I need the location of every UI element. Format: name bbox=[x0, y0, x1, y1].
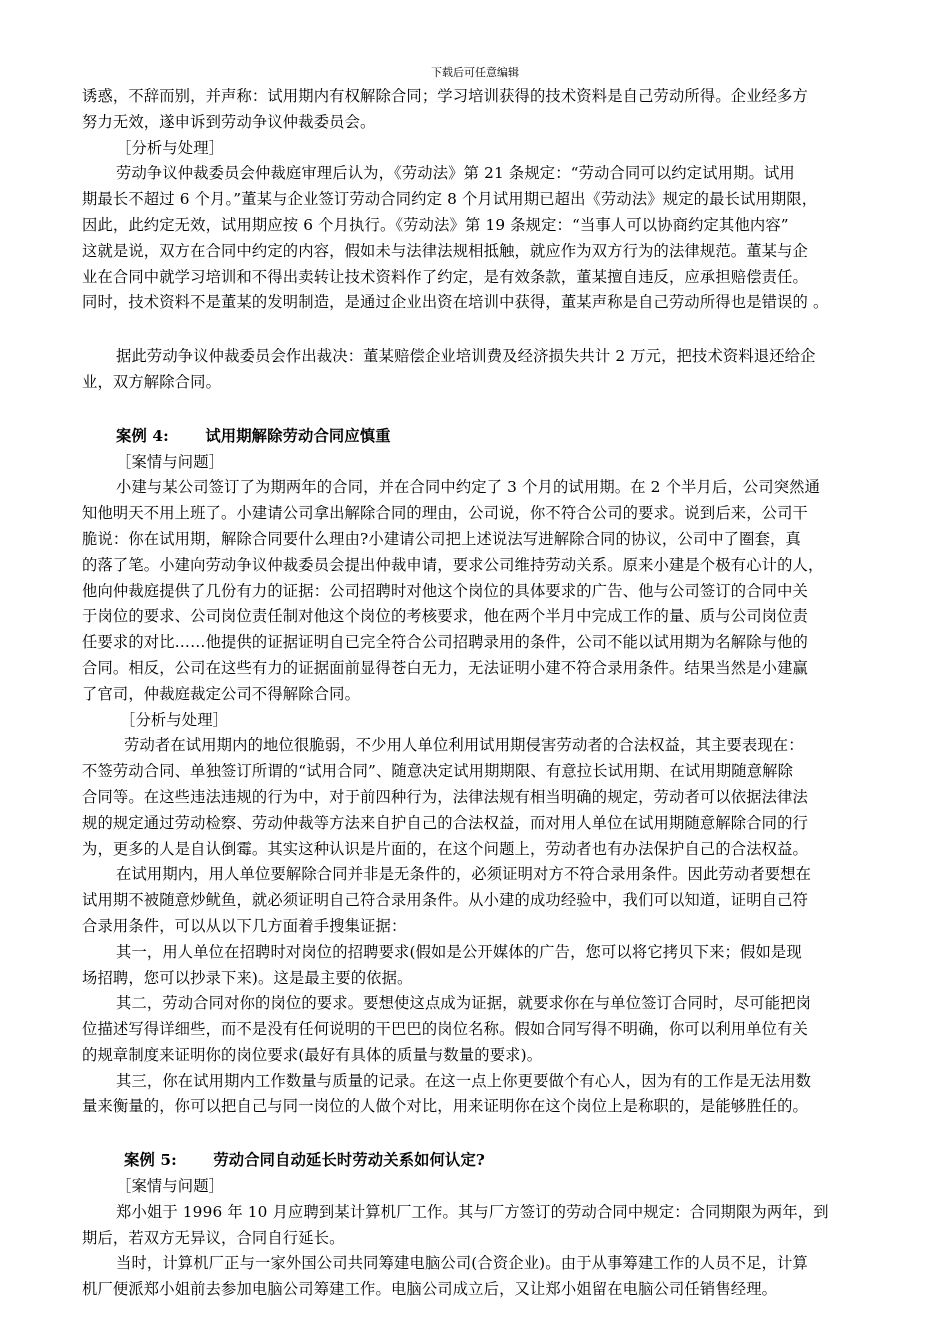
text-line: 劳动者在试用期内的地位很脆弱，不少用人单位利用试用期侵害劳动者的合法权益，其主要表现在： bbox=[124, 736, 804, 755]
text-line: 量来衡量的，你可以把自己与同一岗位的人做个对比，用来证明你在这个岗位上是称职的，是能够胜任的。 bbox=[82, 1097, 809, 1116]
text-line: 努力无效，遂申诉到劳动争议仲裁委员会。 bbox=[82, 112, 376, 131]
text-line: 业在合同中就学习培训和不得出卖转让技术资料作了约定，是有效条款，董某擅自违反，应承担赔偿责任。 bbox=[82, 267, 809, 286]
text-line: 业，双方解除合同。 bbox=[82, 372, 222, 391]
text-line: 小建与某公司签订了为期两年的合同，并在合同中约定了 3 个月的试用期。在 2 个半月后，公司突然通 bbox=[116, 478, 821, 497]
text-line: 规的规定通过劳动检察、劳动仲裁等方法来自护自己的合法权益，而对用人单位在试用期随意解除合同的行 bbox=[82, 813, 809, 832]
case-heading: 案例 5: 劳动合同自动延长时劳动关系如何认定? bbox=[124, 1151, 486, 1170]
text-line: 其一，用人单位在招聘时对岗位的招聘要求(假如是公开媒体的广告，您可以将它拷贝下来；假如是现 bbox=[116, 942, 802, 961]
text-line: 据此劳动争议仲裁委员会作出裁决：董某赔偿企业培训费及经济损失共计 2 万元，把技术资料退还给企 bbox=[116, 347, 816, 366]
text-line: 位描述写得详细些，而不是没有任何说明的干巴巴的岗位名称。假如合同写得不明确，你可以利用单位有关 bbox=[82, 1020, 809, 1039]
text-line: 的规章制度来证明你的岗位要求(最好有具体的质量与数量的要求)。 bbox=[82, 1045, 543, 1064]
paragraph-gap bbox=[82, 396, 872, 424]
section-heading: ［案情与问题］ bbox=[116, 452, 225, 471]
text-line: 脆说：你在试用期，解除合同要什么理由?小建请公司把上述说法写进解除合同的协议，公司中了圈套，真 bbox=[82, 529, 801, 548]
text-line: 知他明天不用上班了。小建请公司拿出解除合同的理由，公司说，你不符合公司的要求。说到后来，公司干 bbox=[82, 504, 809, 523]
text-line: 的落了笔。小建向劳动争议仲裁委员会提出仲裁申请，要求公司维持劳动关系。原来小建是个极有心计的人， bbox=[82, 555, 824, 574]
section-heading: ［案情与问题］ bbox=[116, 1177, 225, 1196]
text-line: 郑小姐于 1996 年 10 月应聘到某计算机厂工作。其与厂方签订的劳动合同中规定：合同期限为两年，到 bbox=[116, 1202, 829, 1221]
text-line: 他向仲裁庭提供了几份有力的证据：公司招聘时对他这个岗位的具体要求的广告、他与公司签订的合同中关 bbox=[82, 581, 809, 600]
text-line: 合同等。在这些违法违规的行为中，对于前四种行为，法律法规有相当明确的规定，劳动者可以依据法律法 bbox=[82, 787, 809, 806]
text-line: 其三，你在试用期内工作数量与质量的记录。在这一点上你更要做个有心人，因为有的工作是无法用数 bbox=[116, 1071, 812, 1090]
text-line: 期最长不超过 6 个月。”董某与企业签订劳动合同约定 8 个月试用期已超出《劳动法》规定的最长试用期限， bbox=[82, 190, 818, 209]
text-line: 在试用期内，用人单位要解除合同并非是无条件的，必须证明对方不符合录用条件。因此劳动者要想在 bbox=[116, 865, 812, 884]
text-line: 这就是说，双方在合同中约定的内容，假如未与法律法规相抵触，就应作为双方行为的法律规范。董某与企 bbox=[82, 241, 809, 260]
section-heading: ［分析与处理］ bbox=[116, 138, 225, 157]
text-line: 了官司，仲裁庭裁定公司不得解除合同。 bbox=[82, 684, 361, 703]
text-line: 诱惑，不辞而别，并声称：试用期内有权解除合同；学习培训获得的技术资料是自己劳动所得。企业经多方 bbox=[82, 87, 809, 105]
text-line: 试用期不被随意炒鱿鱼，就必须证明自己符合录用条件。从小建的成功经验中，我们可以知道，证明自己符 bbox=[82, 891, 809, 910]
document-body bbox=[82, 84, 872, 1303]
text-line: 劳动争议仲裁委员会仲裁庭审理后认为，《劳动法》第 21 条规定：“劳动合同可以约定试用期。试用 bbox=[116, 164, 795, 183]
text-line: 合录用条件，可以从以下几方面着手搜集证据： bbox=[82, 916, 407, 935]
text-line: 同时，技术资料不是董某的发明制造，是通过企业出资在培训中获得，董某声称是自己劳动所得也是错误的 。 bbox=[82, 293, 829, 312]
text-line: 于岗位的要求、公司岗位责任制对他这个岗位的考核要求，他在两个半月中完成工作的量、质与公司岗位责 bbox=[82, 607, 809, 626]
text-line: 当时，计算机厂正与一家外国公司共同筹建电脑公司(合资企业)。由于从事筹建工作的人员不足，计算 bbox=[116, 1254, 808, 1273]
section-heading: ［分析与处理］ bbox=[120, 710, 229, 729]
page-header-note: 下载后可任意编辑 bbox=[431, 66, 519, 79]
text-line: 因此，此约定无效，试用期应按 6 个月执行。《劳动法》第 19 条规定：“当事人可以协商约定其他内容” bbox=[82, 215, 789, 234]
text-line: 不签劳动合同、单独签订所谓的“试用合同”、随意决定试用期期限、有意拉长试用期、在试用期随意解除 bbox=[82, 762, 794, 781]
text-line: 场招聘，您可以抄录下来)。这是最主要的依据。 bbox=[82, 968, 413, 987]
text-line: 任要求的对比……他提供的证据证明自已完全符合公司招聘录用的条件，公司不能以试用期为名解除与他的 bbox=[82, 633, 809, 652]
text-line: 合同。相反，公司在这些有力的证据面前显得苍白无力，无法证明小建不符合录用条件。结果当然是小建赢 bbox=[82, 658, 809, 677]
paragraph-gap bbox=[82, 1120, 872, 1148]
text-line: 为，更多的人是自认倒霉。其实这种认识是片面的，在这个问题上，劳动者也有办法保护自己的合法权益。 bbox=[82, 839, 809, 858]
text-line: 机厂便派郑小姐前去参加电脑公司筹建工作。电脑公司成立后，又让郑小姐留在电脑公司任销售经理。 bbox=[82, 1280, 778, 1299]
paragraph-gap bbox=[82, 316, 872, 344]
case-heading: 案例 4: 试用期解除劳动合同应慎重 bbox=[116, 426, 391, 445]
text-line: 其二，劳动合同对你的岗位的要求。要想使这点成为证据，就要求你在与单位签订合同时，尽可能把岗 bbox=[116, 994, 812, 1013]
text-line: 期后，若双方无异议，合同自行延长。 bbox=[82, 1228, 345, 1247]
